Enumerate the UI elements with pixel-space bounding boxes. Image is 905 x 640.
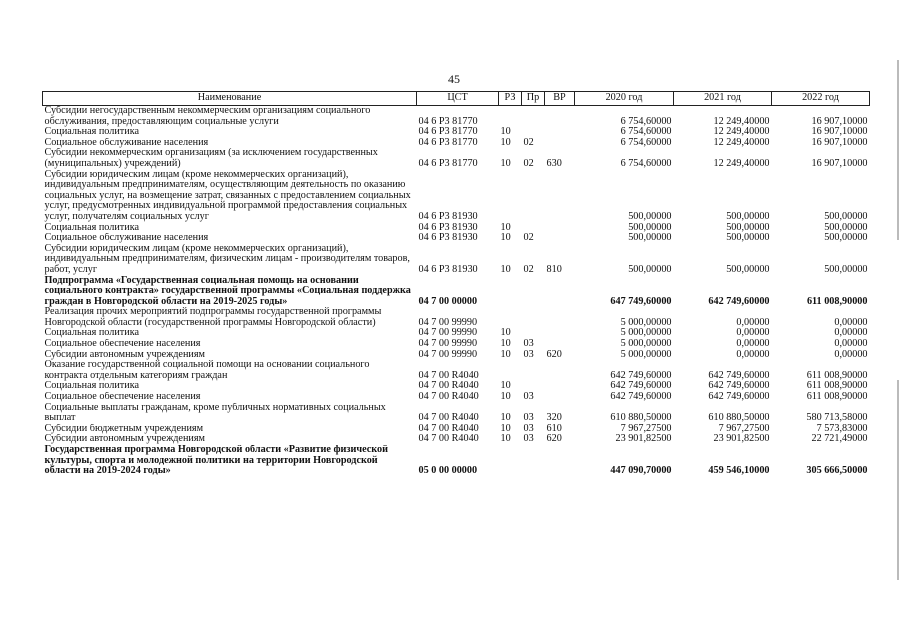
cell-2022: 500,00000 (824, 263, 868, 275)
cell-2020: 6 754,60000 (620, 157, 672, 169)
table-row (43, 223, 870, 234)
cell-vr (545, 138, 575, 149)
cell-pr: 03 (523, 349, 534, 360)
cell-2021: 12 249,40000 (713, 157, 770, 169)
cell-2022: 16 907,10000 (811, 115, 868, 127)
header-2020: 2020 год (575, 92, 674, 106)
cell-name: Социальная политика (44, 328, 140, 339)
cell-cst: 04 6 P3 81770 (418, 157, 478, 169)
cell-pr: 03 (523, 423, 534, 434)
cell-vr: 620 (546, 434, 562, 445)
cell-2022: 611 008,90000 (806, 369, 868, 381)
cell-vr (545, 381, 575, 392)
cell-name: Субсидии бюджетным учреждениям (44, 423, 204, 434)
cell-2020: 6 754,60000 (620, 115, 672, 127)
cell-2020: 7 967,27500 (620, 423, 672, 434)
cell-2022: 0,00000 (834, 316, 868, 328)
table-row (43, 445, 870, 477)
cell-cst: 04 6 P3 81930 (418, 222, 478, 233)
cell-pr (522, 381, 545, 392)
cell-2021: 0,00000 (736, 349, 770, 360)
cell-cst: 04 6 P3 81770 (418, 137, 478, 148)
header-vr: ВР (545, 92, 575, 106)
cell-2020: 500,00000 (628, 233, 672, 244)
cell-name: Субсидии юридическим лицам (кроме некоммерческих организаций), индивидуальным предпринимателям, физическим лицам - производителям товаров, работ, услуг (44, 243, 410, 275)
cell-2021: 642 749,60000 (708, 392, 770, 403)
cell-rz (499, 106, 522, 128)
cell-2022: 22 721,49000 (811, 434, 868, 445)
cell-2021: 459 546,10000 (708, 465, 770, 477)
cell-2022: 16 907,10000 (811, 127, 868, 138)
table-row (43, 170, 870, 223)
cell-pr (522, 127, 545, 138)
header-2021: 2021 год (674, 92, 772, 106)
header-cst: ЦСТ (417, 92, 499, 106)
cell-cst: 04 6 P3 81930 (418, 210, 478, 222)
cell-rz: 10 (500, 263, 511, 275)
cell-name: Социальное обеспечение населения (44, 339, 201, 350)
cell-2022: 0,00000 (834, 349, 868, 360)
cell-2020: 642 749,60000 (610, 392, 672, 403)
cell-rz (499, 276, 522, 308)
cell-vr (545, 339, 575, 350)
cell-vr (545, 445, 575, 477)
cell-pr (522, 307, 545, 328)
cell-rz: 10 (500, 434, 511, 445)
cell-vr (545, 307, 575, 328)
scan-edge-mark (897, 60, 899, 240)
cell-rz: 10 (500, 328, 511, 339)
table-row (43, 424, 870, 435)
cell-pr (522, 360, 545, 381)
cell-rz: 10 (500, 423, 511, 434)
cell-rz: 10 (500, 127, 511, 138)
table-row (43, 138, 870, 149)
table-row (43, 307, 870, 328)
cell-2021: 500,00000 (726, 233, 770, 244)
cell-name: Социальное обслуживание населения (44, 137, 209, 148)
table-row (43, 403, 870, 424)
cell-name: Социальная политика (44, 222, 140, 233)
cell-vr: 320 (546, 412, 562, 424)
cell-vr: 630 (546, 157, 562, 169)
cell-cst: 04 7 00 R4040 (418, 369, 479, 381)
cell-cst: 04 7 00 R4040 (418, 412, 479, 424)
header-name: Наименование (43, 92, 417, 106)
cell-2020: 6 754,60000 (620, 127, 672, 138)
cell-cst: 04 7 00 R4040 (418, 381, 479, 392)
cell-2021: 642 749,60000 (708, 369, 770, 381)
cell-vr: 810 (546, 263, 562, 275)
cell-2020: 5 000,00000 (620, 328, 672, 339)
header-rz: РЗ (499, 92, 522, 106)
cell-name: Реализация прочих мероприятий подпрограммы государственной программы Новгородской области (государственной программы Новгородской области) (44, 307, 382, 328)
cell-2022: 500,00000 (824, 222, 868, 233)
cell-pr: 03 (523, 339, 534, 350)
cell-vr (545, 106, 575, 128)
table-row (43, 244, 870, 276)
table-row (43, 276, 870, 308)
cell-2022: 305 666,50000 (806, 465, 868, 477)
table-row (43, 360, 870, 381)
cell-rz: 10 (500, 137, 511, 148)
cell-pr: 02 (523, 233, 534, 244)
cell-vr (545, 170, 575, 223)
cell-2021: 12 249,40000 (713, 115, 770, 127)
cell-2022: 500,00000 (824, 233, 868, 244)
cell-cst: 04 7 00 00000 (418, 295, 478, 307)
cell-name: Оказание государственной социальной помощи на основании социального контракта отдельным категориям граждан (44, 360, 370, 381)
cell-cst: 04 7 00 99990 (418, 316, 478, 328)
cell-pr (522, 445, 545, 477)
cell-pr: 03 (523, 392, 534, 403)
cell-name: Социальное обеспечение населения (44, 392, 201, 403)
cell-vr: 610 (546, 423, 562, 434)
table-row (43, 381, 870, 392)
cell-2020: 6 754,60000 (620, 137, 672, 148)
cell-rz: 10 (500, 157, 511, 169)
cell-2021: 0,00000 (736, 339, 770, 350)
cell-vr (545, 127, 575, 138)
header-2022: 2022 год (772, 92, 870, 106)
cell-pr: 03 (523, 412, 534, 424)
table-row (43, 392, 870, 403)
cell-2020: 23 901,82500 (615, 434, 672, 445)
cell-cst: 04 7 00 R4040 (418, 392, 479, 403)
cell-pr: 02 (523, 263, 534, 275)
cell-2021: 12 249,40000 (713, 127, 770, 138)
cell-2021: 500,00000 (726, 210, 770, 222)
table-header-row (43, 92, 870, 106)
cell-pr (522, 276, 545, 308)
cell-2022: 7 573,83000 (816, 423, 868, 434)
cell-2022: 611 008,90000 (806, 381, 868, 392)
cell-2022: 580 713,58000 (806, 412, 868, 424)
cell-rz (499, 170, 522, 223)
cell-2020: 500,00000 (628, 263, 672, 275)
cell-rz (499, 360, 522, 381)
cell-cst: 04 6 P3 81930 (418, 263, 478, 275)
cell-2020: 500,00000 (628, 210, 672, 222)
table-row (43, 127, 870, 138)
cell-cst: 04 6 P3 81770 (418, 115, 478, 127)
cell-pr (522, 106, 545, 128)
cell-rz: 10 (500, 381, 511, 392)
cell-pr: 02 (523, 157, 534, 169)
cell-2021: 0,00000 (736, 328, 770, 339)
cell-2022: 0,00000 (834, 339, 868, 350)
cell-rz: 10 (500, 392, 511, 403)
cell-vr (545, 392, 575, 403)
table-row (43, 328, 870, 339)
budget-table (42, 91, 870, 477)
cell-2022: 16 907,10000 (811, 137, 868, 148)
cell-rz (499, 307, 522, 328)
cell-vr: 620 (546, 349, 562, 360)
cell-cst: 04 6 P3 81770 (418, 127, 478, 138)
cell-2021: 12 249,40000 (713, 137, 770, 148)
cell-2021: 7 967,27500 (718, 423, 770, 434)
table-row (43, 339, 870, 350)
cell-cst: 04 7 00 R4040 (418, 434, 479, 445)
header-pr: Пр (522, 92, 545, 106)
cell-rz: 10 (500, 233, 511, 244)
cell-name: Подпрограмма «Государственная социальная помощь на основании социального контракта» государственной программы «Социальная поддержка граждан в Новгородской области на 2019-2025 годы» (44, 275, 411, 307)
cell-name: Социальная политика (44, 127, 140, 138)
cell-2020: 5 000,00000 (620, 339, 672, 350)
cell-2021: 642 749,60000 (708, 295, 770, 307)
table-row (43, 106, 870, 128)
cell-2020: 447 090,70000 (610, 465, 672, 477)
cell-2021: 610 880,50000 (708, 412, 770, 424)
cell-2022: 611 008,90000 (806, 392, 868, 403)
cell-name: Социальная политика (44, 381, 140, 392)
cell-rz: 10 (500, 339, 511, 350)
cell-2020: 500,00000 (628, 222, 672, 233)
table-row (43, 434, 870, 445)
cell-2022: 16 907,10000 (811, 157, 868, 169)
cell-2022: 611 008,90000 (806, 295, 868, 307)
cell-rz (499, 445, 522, 477)
cell-cst: 04 7 00 R4040 (418, 423, 479, 434)
scan-edge-mark (897, 380, 899, 580)
cell-name: Субсидии юридическим лицам (кроме некоммерческих организаций), индивидуальным предпринимателям, осуществляющим деятельность по оказанию социальных услуг, на возмещение затрат, связанных с предоставлением социальных услуг, предусмотренных индивидуальной программой предоставления социальных услуг, получателям социальных услуг (44, 169, 411, 222)
cell-name: Социальные выплаты гражданам, кроме публичных нормативных социальных выплат (44, 402, 386, 424)
table-row (43, 148, 870, 169)
cell-pr: 03 (523, 434, 534, 445)
cell-2022: 0,00000 (834, 328, 868, 339)
cell-cst: 05 0 00 00000 (418, 465, 478, 477)
cell-pr (522, 328, 545, 339)
cell-cst: 04 7 00 99990 (418, 328, 478, 339)
cell-name: Субсидии автономным учреждениям (44, 434, 205, 445)
cell-2022: 500,00000 (824, 210, 868, 222)
cell-name: Субсидии некоммерческим организациям (за исключением государственных (муниципальных) учреждений) (44, 148, 378, 169)
cell-rz: 10 (500, 222, 511, 233)
cell-vr (545, 328, 575, 339)
table-row (43, 350, 870, 361)
cell-pr (522, 170, 545, 223)
cell-2021: 500,00000 (726, 263, 770, 275)
cell-2021: 642 749,60000 (708, 381, 770, 392)
cell-2021: 0,00000 (736, 316, 770, 328)
cell-name: Государственная программа Новгородской области «Развитие физической культуры, спорта и молодежной политики на территории Новгородской области на 2019-2024 годы» (44, 445, 388, 477)
cell-vr (545, 276, 575, 308)
cell-name: Субсидии негосударственным некоммерческим организациям социального обслуживания, предоставляющим социальные услуги (44, 105, 371, 127)
cell-cst: 04 7 00 99990 (418, 349, 478, 360)
cell-vr (545, 360, 575, 381)
cell-pr: 02 (523, 137, 534, 148)
cell-2020: 5 000,00000 (620, 316, 672, 328)
cell-rz: 10 (500, 349, 511, 360)
cell-2021: 23 901,82500 (713, 434, 770, 445)
cell-cst: 04 6 P3 81930 (418, 233, 478, 244)
cell-2021: 500,00000 (726, 222, 770, 233)
cell-2020: 642 749,60000 (610, 381, 672, 392)
cell-2020: 5 000,00000 (620, 349, 672, 360)
table-body (43, 106, 870, 477)
cell-cst: 04 7 00 99990 (418, 339, 478, 350)
cell-pr (522, 223, 545, 234)
cell-name: Социальное обслуживание населения (44, 233, 209, 244)
cell-vr (545, 233, 575, 244)
page-number: 45 (448, 72, 460, 86)
cell-2020: 642 749,60000 (610, 369, 672, 381)
cell-2020: 647 749,60000 (610, 295, 672, 307)
cell-rz: 10 (500, 412, 511, 424)
cell-2020: 610 880,50000 (610, 412, 672, 424)
cell-vr (545, 223, 575, 234)
cell-name: Субсидии автономным учреждениям (44, 349, 205, 360)
table-row (43, 233, 870, 244)
